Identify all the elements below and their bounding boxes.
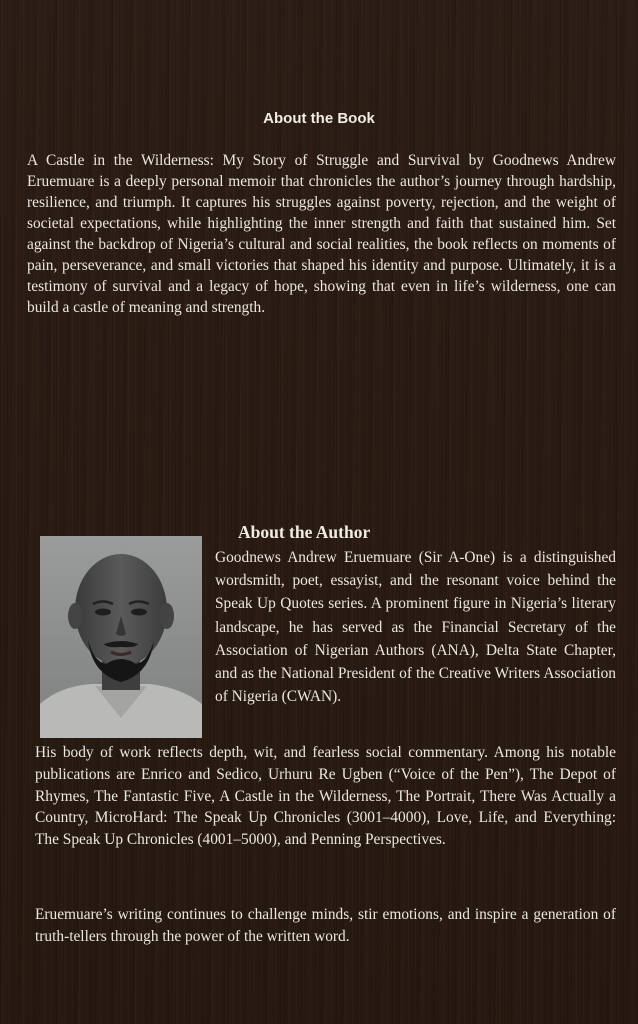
about-author-intro: Goodnews Andrew Eruemuare (Sir A-One) is a distinguished wordsmith, poet, essayist, and the resonant voice behind the Speak Up Quotes series. A prominent figure in Nigeria’s literary landscape, he has served as the Financial Secretary of the Association of Nigerian Authors (ANA), Delta State Chapter, and as the National President of the Creative Writers Association of Nigeria (CWAN). [215, 549, 616, 706]
about-author-heading: About the Author [238, 522, 371, 542]
about-author-closing: Eruemuare’s writing continues to challenge minds, stir emotions, and inspire a generation of truth-tellers through the power of the written word. [35, 906, 616, 945]
about-book-heading: About the Book [263, 110, 375, 127]
about-author-body: His body of work reflects depth, wit, and fearless social commentary. Among his notable publications are Enrico and Sedico, Urhuru Re Ugben (“Voice of the Pen”), The Depot of Rhymes, The Fantastic Five, A Castle in the Wilderness, The Portrait, There Was Actually a Country, MicroHard: The Speak Up Chronicles (3001–4000), Love, Life, and Everything: The Speak Up Chronicles (4001–5000), and Penning Perspectives. [35, 744, 616, 849]
about-book-text: A Castle in the Wilderness: My Story of Struggle and Survival by Goodnews Andrew Eruemuare is a deeply personal memoir that chronicles the author’s journey through hardship, resilience, and triumph. It captures his struggles against poverty, rejection, and the weight of societal expectations, while highlighting the inner strength and faith that sustained him. Set against the backdrop of Nigeria’s cultural and social realities, the book reflects on moments of pain, perseverance, and small victories that shaped his identity and purpose. Ultimately, it is a testimony of survival and a legacy of hope, showing that even in life’s wilderness, one can build a castle of meaning and strength. [27, 152, 616, 316]
author-photo [40, 536, 202, 738]
